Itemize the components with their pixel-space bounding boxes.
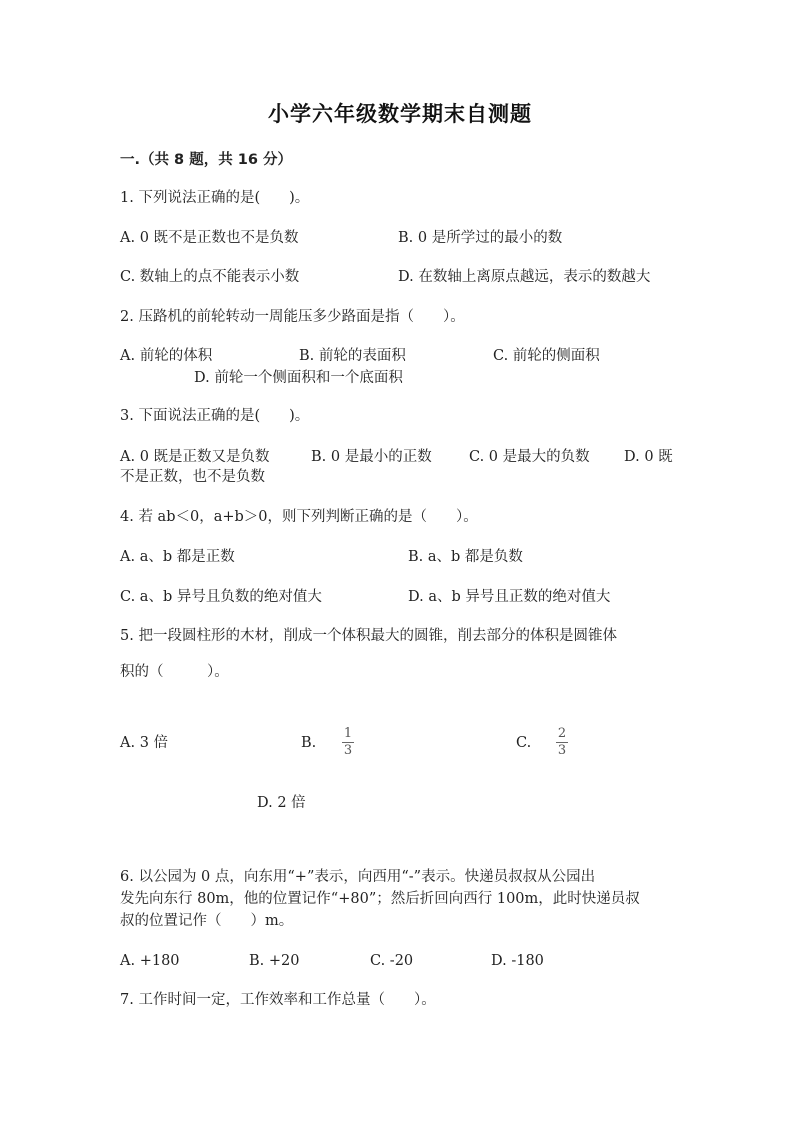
question-5-option-a[interactable]: A. 3 倍	[120, 735, 169, 751]
question-6-option-c[interactable]: C. -20	[370, 953, 414, 969]
question-2-stem: 2. 压路机的前轮转动一周能压多少路面是指（ ）。	[120, 309, 465, 325]
question-1-option-d[interactable]: D. 在数轴上离原点越远，表示的数越大	[398, 269, 651, 285]
question-4-option-a[interactable]: A. a、b 都是正数	[120, 549, 235, 565]
fraction-denominator: 3	[343, 743, 353, 758]
question-5-option-b[interactable]: B.	[301, 735, 317, 751]
question-6-option-b[interactable]: B. +20	[249, 953, 300, 969]
question-1-option-b[interactable]: B. 0 是所学过的最小的数	[398, 230, 563, 246]
question-5-option-d[interactable]: D. 2 倍	[257, 795, 306, 811]
question-3-option-c[interactable]: C. 0 是最大的负数	[469, 449, 590, 465]
question-6-stem-line-1: 6. 以公园为 0 点，向东用“+”表示，向西用“-”表示。快递员叔叔从公园出	[120, 869, 596, 885]
question-1-option-c[interactable]: C. 数轴上的点不能表示小数	[120, 269, 300, 285]
question-4-option-d[interactable]: D. a、b 异号且正数的绝对值大	[408, 589, 611, 605]
question-4-option-b[interactable]: B. a、b 都是负数	[408, 549, 523, 565]
page-title: 小学六年级数学期末自测题	[268, 102, 532, 126]
question-2-option-d[interactable]: D. 前轮一个侧面积和一个底面积	[194, 370, 403, 386]
question-7-stem: 7. 工作时间一定，工作效率和工作总量（ ）。	[120, 992, 436, 1008]
question-4-option-c[interactable]: C. a、b 异号且负数的绝对值大	[120, 589, 322, 605]
question-3-option-d[interactable]: D. 0 既	[624, 449, 673, 465]
question-6-option-d[interactable]: D. -180	[491, 953, 544, 969]
question-1-stem: 1. 下列说法正确的是( )。	[120, 190, 310, 206]
question-5-fraction-one-third	[342, 727, 354, 758]
fraction-numerator: 1	[343, 726, 353, 741]
question-2-option-b[interactable]: B. 前轮的表面积	[299, 348, 406, 364]
question-5-stem-line-2: 积的（ ）。	[120, 664, 229, 680]
section-heading: 一.（共 8 题，共 16 分）	[120, 152, 292, 168]
question-2-option-a[interactable]: A. 前轮的体积	[120, 348, 213, 364]
fraction-denominator: 3	[557, 743, 567, 758]
question-5-stem-line-1: 5. 把一段圆柱形的木材，削成一个体积最大的圆锥，削去部分的体积是圆锥体	[120, 628, 617, 644]
question-6-option-a[interactable]: A. +180	[120, 953, 180, 969]
fraction-numerator: 2	[557, 726, 567, 741]
question-6-stem-line-2: 发先向东行 80m，他的位置记作“+80”；然后折回向西行 100m，此时快递员叔	[120, 891, 640, 907]
question-3-option-a[interactable]: A. 0 既是正数又是负数	[120, 449, 270, 465]
question-5-option-c[interactable]: C.	[516, 735, 532, 751]
question-5-fraction-two-thirds	[556, 727, 568, 758]
question-1-option-a[interactable]: A. 0 既不是正数也不是负数	[120, 230, 299, 246]
question-6-stem-line-3: 叔的位置记作（ ）m。	[120, 913, 294, 929]
question-3-stem: 3. 下面说法正确的是( )。	[120, 408, 310, 424]
question-4-stem: 4. 若 ab＜0，a+b＞0，则下列判断正确的是（ ）。	[120, 509, 478, 525]
question-3-option-b[interactable]: B. 0 是最小的正数	[311, 449, 432, 465]
question-2-option-c[interactable]: C. 前轮的侧面积	[493, 348, 600, 364]
question-3-option-d-continued: 不是正数，也不是负数	[120, 469, 265, 485]
